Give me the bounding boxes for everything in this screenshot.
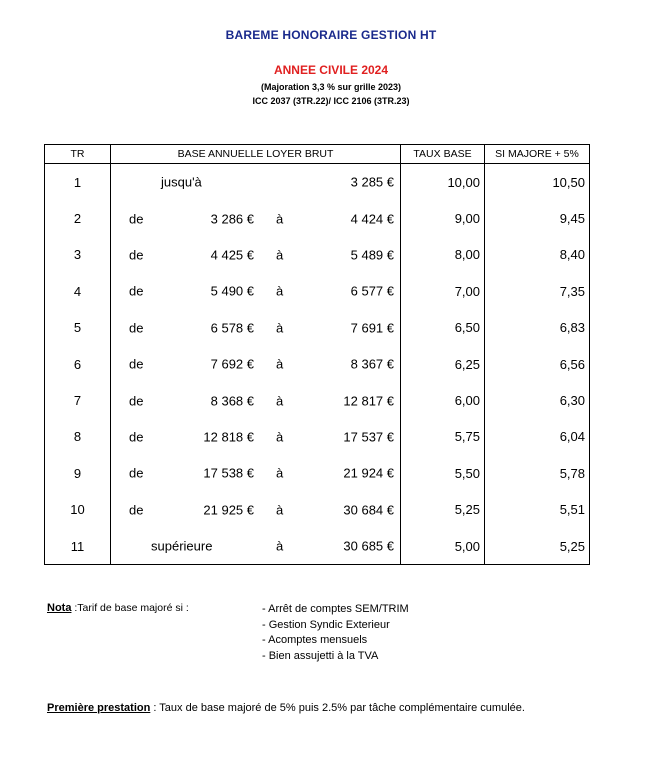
range-from: 17 538 €: [203, 465, 254, 481]
nota-list: [262, 602, 409, 664]
cell-taux-base: 8,00: [401, 237, 485, 273]
range-to: 21 924 €: [343, 465, 394, 481]
header-taux: TAUX BASE: [401, 145, 485, 164]
cell-majore: 6,30: [485, 382, 590, 418]
cell-majore: 8,40: [485, 237, 590, 273]
table-row: [45, 310, 590, 346]
range-from-label: de: [129, 211, 144, 227]
cell-majore: 7,35: [485, 273, 590, 309]
cell-taux-base: 6,50: [401, 310, 485, 346]
cell-base-range: [111, 164, 401, 201]
nota-label: Nota: [47, 602, 72, 614]
range-to: 5 489 €: [350, 247, 394, 263]
table-row: [45, 164, 590, 201]
cell-tr: 9: [45, 455, 111, 491]
nota-item: - Arrêt de comptes SEM/TRIM: [262, 603, 409, 615]
range-to-label: à: [276, 211, 284, 227]
range-to-label: à: [276, 320, 284, 336]
cell-tr: 4: [45, 273, 111, 309]
cell-base-range: [111, 528, 401, 565]
range-from: 4 425 €: [210, 247, 254, 263]
range-from: 21 925 €: [203, 502, 254, 518]
range-to-label: à: [276, 247, 284, 263]
range-from-label: de: [129, 393, 144, 409]
cell-tr: 1: [45, 164, 111, 201]
header-base: BASE ANNUELLE LOYER BRUT: [111, 145, 401, 164]
range-from-label: de: [129, 356, 144, 372]
cell-majore: 6,56: [485, 346, 590, 382]
nota-item: - Gestion Syndic Exterieur: [262, 618, 390, 631]
range-to: 30 685 €: [343, 538, 394, 554]
range-from: 12 818 €: [203, 429, 254, 445]
range-to: 4 424 €: [350, 211, 394, 227]
range-to-label: à: [276, 502, 284, 518]
range-to-label: jusqu'à: [161, 174, 202, 190]
range-from: 6 578 €: [210, 320, 254, 336]
cell-taux-base: 6,00: [401, 382, 485, 418]
cell-taux-base: 9,00: [401, 200, 485, 236]
range-from-label: de: [129, 283, 144, 299]
range-to-label: à: [276, 465, 284, 481]
range-from: supérieure: [151, 538, 213, 554]
cell-majore: 5,51: [485, 492, 590, 528]
range-from-label: de: [129, 320, 144, 336]
cell-tr: 11: [45, 528, 111, 565]
table-row: [45, 273, 590, 309]
cell-taux-base: 5,50: [401, 455, 485, 491]
nota-item: - Acomptes mensuels: [262, 634, 368, 646]
table-header-row: [45, 145, 590, 164]
range-from-label: de: [129, 429, 144, 445]
range-to: 6 577 €: [350, 283, 394, 299]
cell-base-range: [111, 273, 401, 309]
table-row: [45, 200, 590, 236]
table-row: [45, 492, 590, 528]
year-heading: ANNEE CIVILE 2024: [273, 63, 389, 77]
cell-tr: 10: [45, 492, 111, 528]
range-from-label: de: [129, 247, 144, 263]
cell-taux-base: 5,75: [401, 419, 485, 455]
range-to-label: à: [276, 356, 284, 372]
table-row: [45, 455, 590, 491]
cell-majore: 6,83: [485, 310, 590, 346]
cell-taux-base: 7,00: [401, 273, 485, 309]
table-row: [45, 419, 590, 455]
range-to-label: à: [276, 283, 284, 299]
document-title: BAREME HONORAIRE GESTION HT: [225, 28, 437, 42]
table-body: [45, 164, 590, 565]
cell-majore: 5,78: [485, 455, 590, 491]
nota-text: :Tarif de base majoré si :: [71, 602, 189, 614]
cell-taux-base: 6,25: [401, 346, 485, 382]
range-from: 5 490 €: [210, 283, 254, 299]
cell-base-range: [111, 346, 401, 382]
premiere-text: : Taux de base majoré de 5% puis 2.5% par tâche complémentaire cumulée.: [150, 702, 525, 714]
range-from: 8 368 €: [210, 393, 254, 409]
cell-taux-base: 5,25: [401, 492, 485, 528]
range-from-label: de: [129, 502, 144, 518]
header-tr: TR: [45, 145, 111, 164]
table-row: [45, 346, 590, 382]
cell-tr: 2: [45, 200, 111, 236]
range-to: 30 684 €: [343, 502, 394, 518]
range-to: 7 691 €: [350, 320, 394, 336]
cell-base-range: [111, 310, 401, 346]
cell-base-range: [111, 455, 401, 491]
range-from: 3 286 €: [210, 211, 254, 227]
cell-majore: 10,50: [485, 164, 590, 201]
cell-tr: 3: [45, 237, 111, 273]
range-to: 3 285 €: [350, 174, 394, 190]
range-from: 7 692 €: [210, 356, 254, 372]
majoration-note: (Majoration 3,3 % sur grille 2023): [260, 82, 402, 92]
cell-taux-base: 10,00: [401, 164, 485, 201]
rate-table: [44, 144, 590, 565]
cell-majore: 5,25: [485, 528, 590, 565]
range-from-label: de: [129, 465, 144, 481]
nota-item: - Bien assujetti à la TVA: [262, 649, 379, 662]
cell-base-range: [111, 419, 401, 455]
range-to: 17 537 €: [343, 429, 394, 445]
nota-intro: [47, 602, 189, 614]
cell-majore: 6,04: [485, 419, 590, 455]
cell-taux-base: 5,00: [401, 528, 485, 565]
cell-tr: 7: [45, 382, 111, 418]
table-row: [45, 528, 590, 565]
premiere-prestation: [47, 702, 525, 714]
range-to: 8 367 €: [350, 356, 394, 372]
table-row: [45, 237, 590, 273]
icc-note: ICC 2037 (3TR.22)/ ICC 2106 (3TR.23): [252, 96, 410, 106]
premiere-label: Première prestation: [47, 702, 151, 714]
range-to: 12 817 €: [343, 393, 394, 409]
header-majore: SI MAJORE + 5%: [485, 145, 590, 164]
range-to-label: à: [276, 393, 284, 409]
cell-tr: 8: [45, 419, 111, 455]
range-to-label: à: [276, 538, 284, 554]
cell-tr: 6: [45, 346, 111, 382]
cell-base-range: [111, 200, 401, 236]
cell-base-range: [111, 237, 401, 273]
cell-base-range: [111, 492, 401, 528]
table-row: [45, 382, 590, 418]
cell-tr: 5: [45, 310, 111, 346]
cell-majore: 9,45: [485, 200, 590, 236]
range-to-label: à: [276, 429, 284, 445]
cell-base-range: [111, 382, 401, 418]
